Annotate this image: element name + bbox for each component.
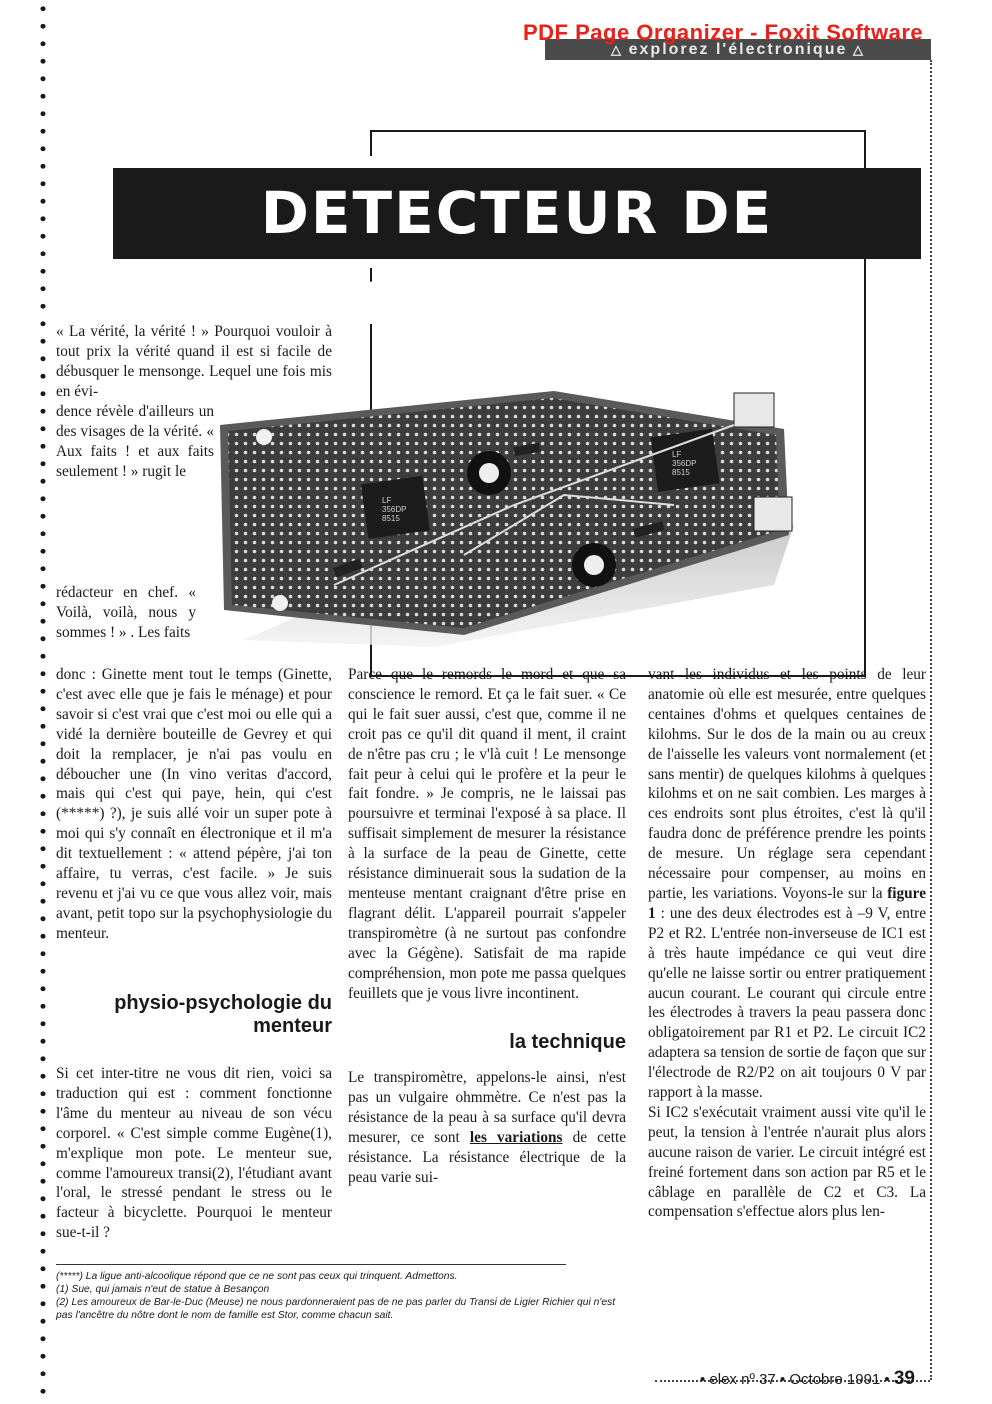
chip-1-line-3: 8515: [382, 514, 400, 523]
footer-issue: • elex nº 37 • Octobre 1991 •: [700, 1371, 890, 1388]
intro-paragraph-c: rédacteur en chef. « Voilà, voilà, nous y sommes ! » . Les faits: [56, 584, 196, 641]
article-title: DETECTEUR DE MENSONGE: [113, 168, 921, 259]
column-3: [648, 665, 926, 1222]
subheading-technique: la technique: [509, 1031, 626, 1054]
footnote: (2) Les amoureux de Bar-le-Duc (Meuse) ne nous pardonneraient pas de ne pas parler du Transi de Ligier Richier qui n'est pas l'ancêtre du nôtre dont le nom de famille est Stor, comme chacun sait.: [56, 1297, 616, 1321]
column-1-body-2: [56, 1064, 332, 1243]
column-1-intro-wrap: [56, 402, 214, 482]
body-paragraph-5: vant les individus et les points de leur anatomie où elle est mesurée, entre quelques centaines d'ohms et quelques centaines de kilohms. Sur le dos de la main ou au creux de l'aisselle les valeurs vont normalement (et sans mentir) de quelques kilohms à quelques kilohms et on ne sait combien. Les marges à ces endroits sont plus étroites, c'est là qu'il faudra donc de préférence prendre les points de mesure. Un réglage sera cependant nécessaire pour compenser, au moins en partie, les variations. Voyons-le sur la figure 1 : une des deux électrodes est à –9 V, entre P2 et R2. L'entrée non-inverseuse de IC1 est à très haute impédance ce qui veut dire qu'elle ne laisse sortir ou entrer pratiquement aucun courant. Le courant qui circule entre les électrodes à travers la peau passera donc obligatoirement par R1 et P2. Le circuit IC2 adaptera sa tension de sortie de façon que sur l'électrode de R2/P2 on ait toujours 0 V par rapport à la masse.: [648, 666, 927, 1102]
circuit-board-photo: [214, 385, 794, 647]
chip-1-line-2: 356DP: [382, 505, 407, 514]
column-1-body: [56, 665, 332, 944]
body-paragraph-2: Si cet inter-titre ne vous dit rien, voici sa traduction qui est : comment fonctionne l'âme du menteur au niveau de son vécu corporel. « C'est simple comme Eugène(1), m'explique mon pote. Le menteur sue, comme l'amoureux transi(2), l'étudiant avant l'oral, le stressé pendant le stress ou le facteur à bicyclette. Pourquoi le menteur sue-t-il ?: [56, 1065, 332, 1242]
intro-paragraph-b: dence révèle d'ailleurs un des visages de la vérité. « Aux faits ! et aux faits seulement ! » rugit le: [56, 403, 214, 480]
triangle-icon: △: [611, 42, 629, 57]
chip-2-line-1: LF: [672, 450, 682, 459]
body-paragraph-3: Parce que le remords le mord et que sa conscience le remord. Et ça le fait suer. « Ce qui le fait suer aussi, c'est que, comme il ne croit pas ce qu'il dit quand il ment, il craint de n'être pas cru ; le v'là cuit ! Le mensonge fait peur à celui qui le profère et la peur le fait fondre. » Je compris, ne le laissai pas poursuivre et terminai l'exposé à sa place. Il suffisait simplement de mesurer la résistance à la surface de la peau de Ginette, cette résistance diminuerait sous la sudation de la menteuse mentant craignant d'être prise en flagrant délit. L'appareil pourrait s'appeler transpiromètre (à ne surtout pas confondre avec la Gégène). Satisfait de ma rapide compréhension, mon pote me passa quelques feuillets que je vous livre incontinent.: [348, 666, 626, 1002]
footnote: (*****) La ligue anti-alcoolique répond que ce ne sont pas ceux qui trinquent. Admettons.: [56, 1271, 458, 1282]
foxit-watermark: PDF Page Organizer - Foxit Software: [523, 20, 924, 45]
body-paragraph-4: Le transpiromètre, appelons-le ainsi, n'est pas un vulgaire ohmmètre. Ce n'est pas la résistance de la peau à sa surface qu'il devra mesurer, ce sont les variations de cette résistance. La résistance électrique de la peau varie sui-: [348, 1069, 626, 1186]
body-paragraph-1: donc : Ginette ment tout le temps (Ginette, c'est avec elle que je fais le ménage) et pour savoir si c'est vrai que c'est moi ou elle qui a vidé la dernière bouteille de Gevrey et qui doit la remplacer, je n'ai pas voulu en déboucher une (In vino veritas d'accord, mais qui c'est qui paye, hein, qui c'est (*****) ?), je suis allé voir un super pote à moi qui s'y connaît en électronique et il m'a dit textuellement : « attend pépère, j'ai ton affaire, tu verras, c'est facile. » Je suis revenu et j'ai vu ce que vous allez voir, mais avant, petit topo sur la psychophysiologie du menteur.: [56, 666, 332, 942]
right-dotted-rule: [930, 60, 934, 1380]
footnote: (1) Sue, qui jamais n'eut de statue à Besançon: [56, 1284, 270, 1295]
page-number: 39: [893, 1368, 915, 1389]
figure-ref: figure 1: [648, 884, 926, 922]
emphasis-variations: les variations: [469, 1129, 563, 1147]
left-dot-border: [38, 0, 48, 1400]
footnotes: [56, 1270, 626, 1322]
column-1-heading-wrap: [56, 992, 332, 1038]
column-2: [348, 665, 626, 1188]
chip-1-line-1: LF: [382, 496, 392, 505]
chip-2-line-3: 8515: [672, 468, 690, 477]
body-paragraph-6: Si IC2 s'exécutait vraiment aussi vite qu'il le peut, la tension à l'entrée n'aurait plus alors aucune raison de varier. Le circuit intégré est freiné fortement dans son action par R5 et le câblage en parallèle de C2 et C3. La compensation s'effectue alors plus len-: [648, 1103, 926, 1221]
subheading-physio: physio-psychologie du menteur: [114, 992, 332, 1037]
page-footer: [700, 1368, 950, 1390]
chip-2-line-2: 356DP: [672, 459, 697, 468]
column-1-intro: [56, 322, 332, 402]
triangle-icon: △: [847, 42, 865, 57]
section-banner: △ explorez l'électronique △: [545, 39, 931, 60]
footnote-rule: [56, 1264, 566, 1265]
intro-paragraph-a: « La vérité, la vérité ! » Pourquoi vouloir à tout prix la vérité quand il est si facile de débusquer le mensonge. Lequel une fois mis en évi-: [56, 323, 332, 400]
column-1-intro-wrap-2: [56, 583, 196, 643]
